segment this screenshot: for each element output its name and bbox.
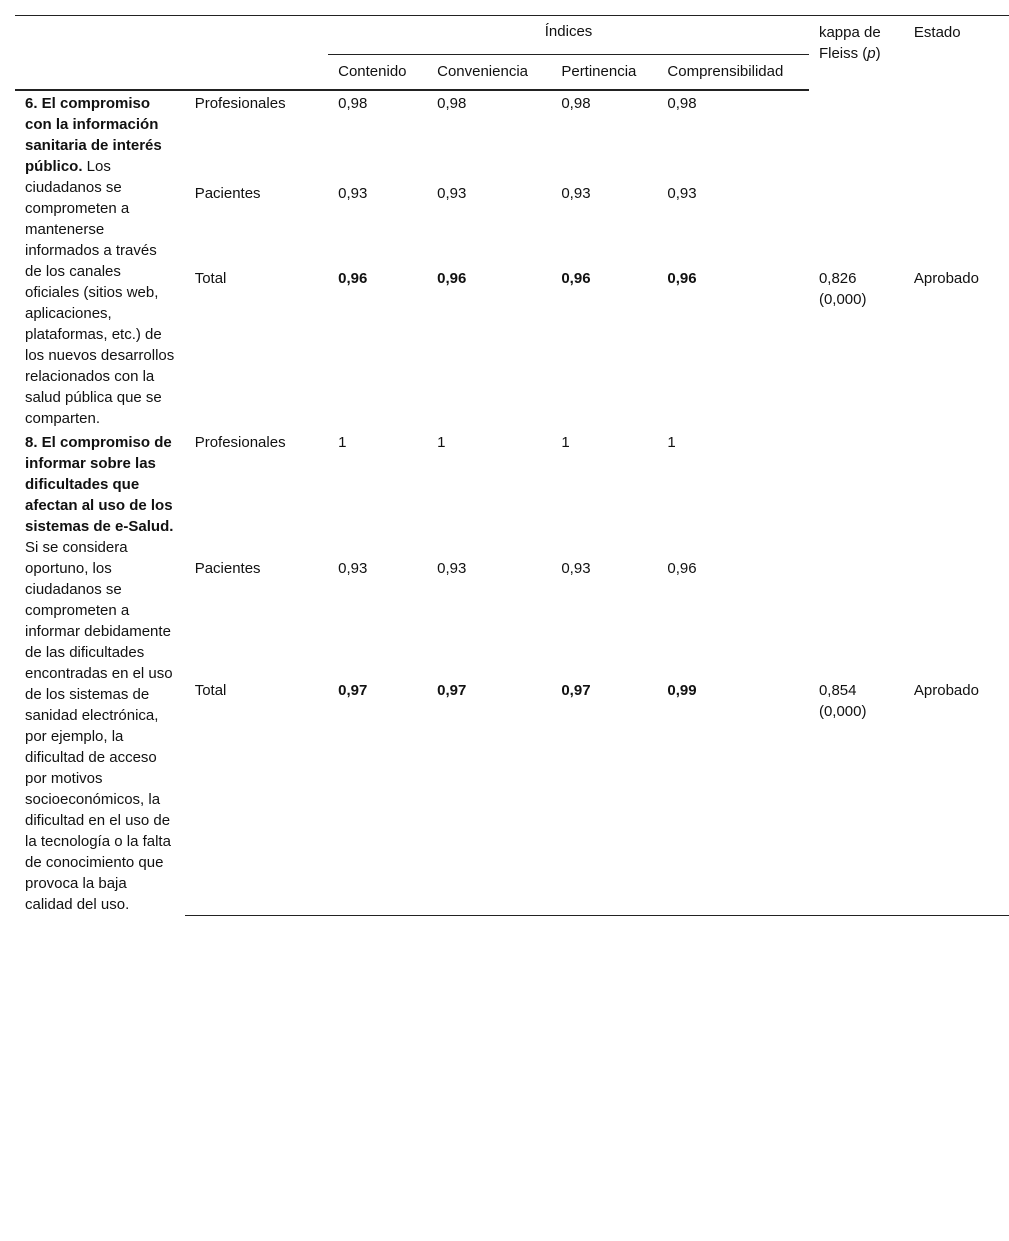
item-title: 6. El compromiso con la información sanitaria de interés público. (25, 94, 162, 175)
header-kappa-p: p (867, 45, 876, 62)
header-empty-item (15, 16, 185, 55)
kappa-value: 0,854 (0,000) (809, 679, 904, 915)
group-label: Pacientes (194, 184, 261, 202)
header-indices: Índices (328, 16, 809, 55)
item-description: Los ciudadanos se comprometen a mantenerse informados a través de los canales oficiales (sitios web, aplicaciones, plataformas, etc.) de los nuevos desarrollos relacionados con la salud pública que se comparten. (25, 157, 175, 427)
header-pertinencia: Pertinencia (551, 54, 657, 90)
table-row (15, 430, 1009, 557)
total-pertinencia: 0,97 (561, 682, 591, 700)
kappa-value: 0,826 (0,000) (818, 269, 867, 308)
value-pertinencia: 0,93 (561, 184, 591, 202)
value-pertinencia: 1 (561, 433, 570, 451)
header-empty-group-2 (185, 54, 328, 90)
validation-table (15, 15, 1009, 916)
value-pertinencia (551, 679, 657, 915)
header-estado: Estado (904, 16, 1009, 90)
group-label: Pacientes (194, 559, 261, 577)
estado-value: Aprobado (913, 269, 979, 287)
value-contenido: 0,98 (338, 94, 368, 112)
value-comprensibilidad: 0,96 (667, 559, 697, 577)
estado-empty (904, 557, 1009, 679)
total-comprensibilidad: 0,99 (667, 682, 697, 700)
item-title: 8. El compromiso de informar sobre las dificultades que afectan al uso de los sistemas de e-Salud. (25, 433, 174, 535)
value-contenido (328, 267, 427, 430)
estado-value: Aprobado (904, 679, 1009, 915)
value-contenido: 0,93 (338, 184, 368, 202)
kappa-empty (809, 557, 904, 679)
table-body (15, 90, 1009, 916)
value-pertinencia: 0,93 (561, 559, 591, 577)
table-row (15, 90, 1009, 182)
value-conveniencia: 1 (437, 433, 446, 451)
kappa-empty (809, 90, 904, 182)
header-empty-group (185, 16, 328, 55)
value-contenido: 1 (338, 433, 347, 451)
value-conveniencia: 0,93 (437, 184, 467, 202)
total-contenido: 0,96 (338, 269, 368, 287)
group-label: Total (194, 269, 227, 287)
estado-empty (904, 182, 1009, 267)
item-description: Si se considera oportuno, los ciudadanos se comprometen a informar debidamente de las dificultades encontradas en el uso de los sistemas de sanidad electrónica, por ejemplo, la dificultad de acceso por motivos socioeconómicos, la dificultad en el uso de la tecnología o la falta de conocimiento que provoca la baja calidad del uso. (25, 538, 173, 913)
header-contenido: Contenido (328, 54, 427, 90)
header-kappa-suffix: ) (875, 45, 881, 62)
value-conveniencia (427, 679, 551, 915)
header-kappa-prefix: kappa de Fleiss ( (818, 24, 881, 62)
value-conveniencia (427, 267, 551, 430)
total-conveniencia: 0,96 (437, 269, 467, 287)
total-comprensibilidad: 0,96 (667, 269, 697, 287)
group-label: Total (185, 679, 328, 915)
item-cell (15, 90, 185, 430)
header-row-group (15, 16, 1009, 55)
value-comprensibilidad: 0,93 (667, 184, 697, 202)
value-conveniencia: 0,93 (437, 559, 467, 577)
table-header (15, 16, 1009, 90)
value-comprensibilidad: 1 (667, 433, 676, 451)
value-pertinencia (551, 267, 657, 430)
item-cell (15, 430, 185, 916)
header-empty-item-2 (15, 54, 185, 90)
value-contenido: 0,93 (338, 559, 368, 577)
estado-empty (904, 90, 1009, 182)
kappa-empty (809, 430, 904, 557)
estado-empty (904, 430, 1009, 557)
value-contenido (328, 679, 427, 915)
total-conveniencia: 0,97 (437, 682, 467, 700)
total-pertinencia: 0,96 (561, 269, 591, 287)
value-comprensibilidad: 0,98 (667, 94, 697, 112)
header-comprensibilidad: Comprensibilidad (657, 54, 809, 90)
value-comprensibilidad (657, 267, 809, 430)
header-kappa (809, 16, 904, 90)
kappa-empty (809, 182, 904, 267)
value-pertinencia: 0,98 (561, 94, 591, 112)
value-conveniencia: 0,98 (437, 94, 467, 112)
value-comprensibilidad (657, 679, 809, 915)
group-label: Profesionales (194, 94, 286, 112)
group-label: Profesionales (194, 433, 286, 451)
total-contenido: 0,97 (338, 682, 368, 700)
header-conveniencia: Conveniencia (427, 54, 551, 90)
